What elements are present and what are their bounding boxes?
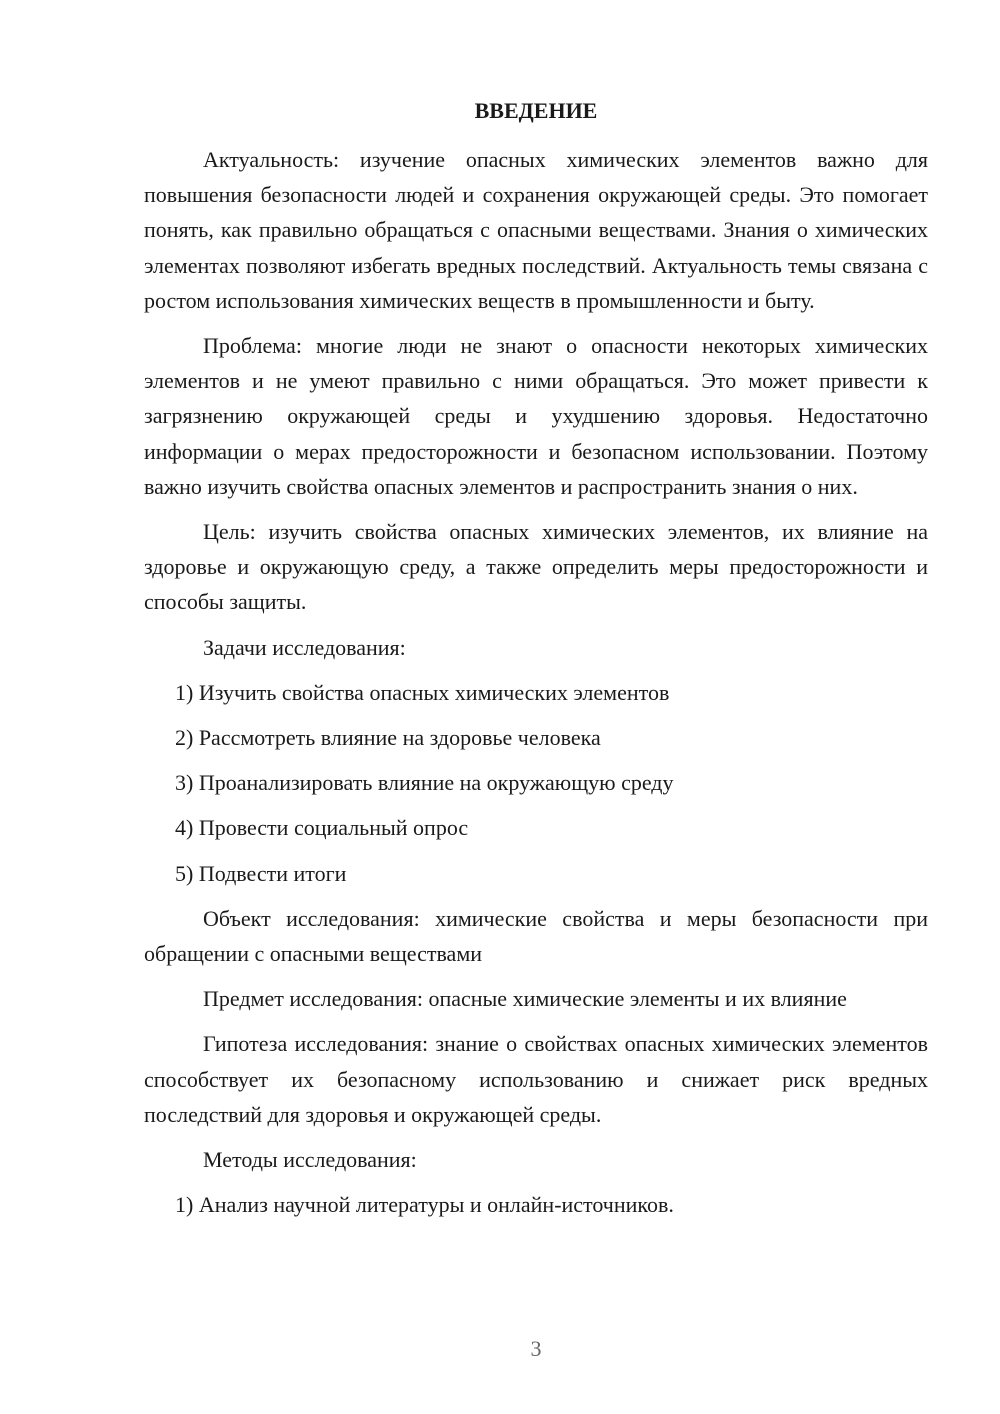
subject-paragraph: Предмет исследования: опасные химические элементы и их влияние [203,986,847,1012]
page-title: ВВЕДЕНИЕ [474,98,598,123]
relevance-paragraph: Актуальность: изучение опасных химических элементов важно для повышения безопасности людей и сохранения окружающей среды. Это помогает понять, как правильно обращаться с опасными веществами. Знания о химических элементах позволяют избегать вредных последствий. Актуальность темы связана с ростом использования химических веществ в промышленности и быту. [144,147,928,313]
list-item: 5) Подвести итоги [175,860,347,886]
list-item: 4) Провести социальный опрос [175,815,469,841]
list-item: 1) Анализ научной литературы и онлайн-источников. [175,1192,674,1218]
hypothesis-paragraph: Гипотеза исследования: знание о свойствах опасных химических элементов способствует их безопасному использованию и снижает риск вредных последствий для здоровья и окружающей среды. [144,1031,928,1127]
list-item: 2) Рассмотреть влияние на здоровье человека [175,725,601,751]
methods-list [144,1187,928,1222]
list-item: 1) Изучить свойства опасных химических элементов [175,679,670,705]
list-item: 3) Проанализировать влияние на окружающую среду [175,770,674,796]
tasks-list [144,675,928,891]
document-page [144,0,928,1414]
tasks-title: Задачи исследования: [203,634,406,660]
problem-paragraph: Проблема: многие люди не знают о опасности некоторых химических элементов и не умеют правильно с ними обращаться. Это может привести к загрязнению окружающей среды и ухудшению здоровья. Недостаточно информации о мерах предосторожности и безопасном использовании. Поэтому важно изучить свойства опасных элементов и распространить знания о них. [144,333,928,499]
document-body [144,142,928,1232]
goal-paragraph: Цель: изучить свойства опасных химических элементов, их влияние на здоровье и окружающую среду, а также определить меры предосторожности и способы защиты. [144,519,928,615]
methods-title: Методы исследования: [203,1147,417,1173]
object-paragraph: Объект исследования: химические свойства и меры безопасности при обращении с опасными веществами [144,905,928,967]
page-number: 3 [530,1336,542,1361]
